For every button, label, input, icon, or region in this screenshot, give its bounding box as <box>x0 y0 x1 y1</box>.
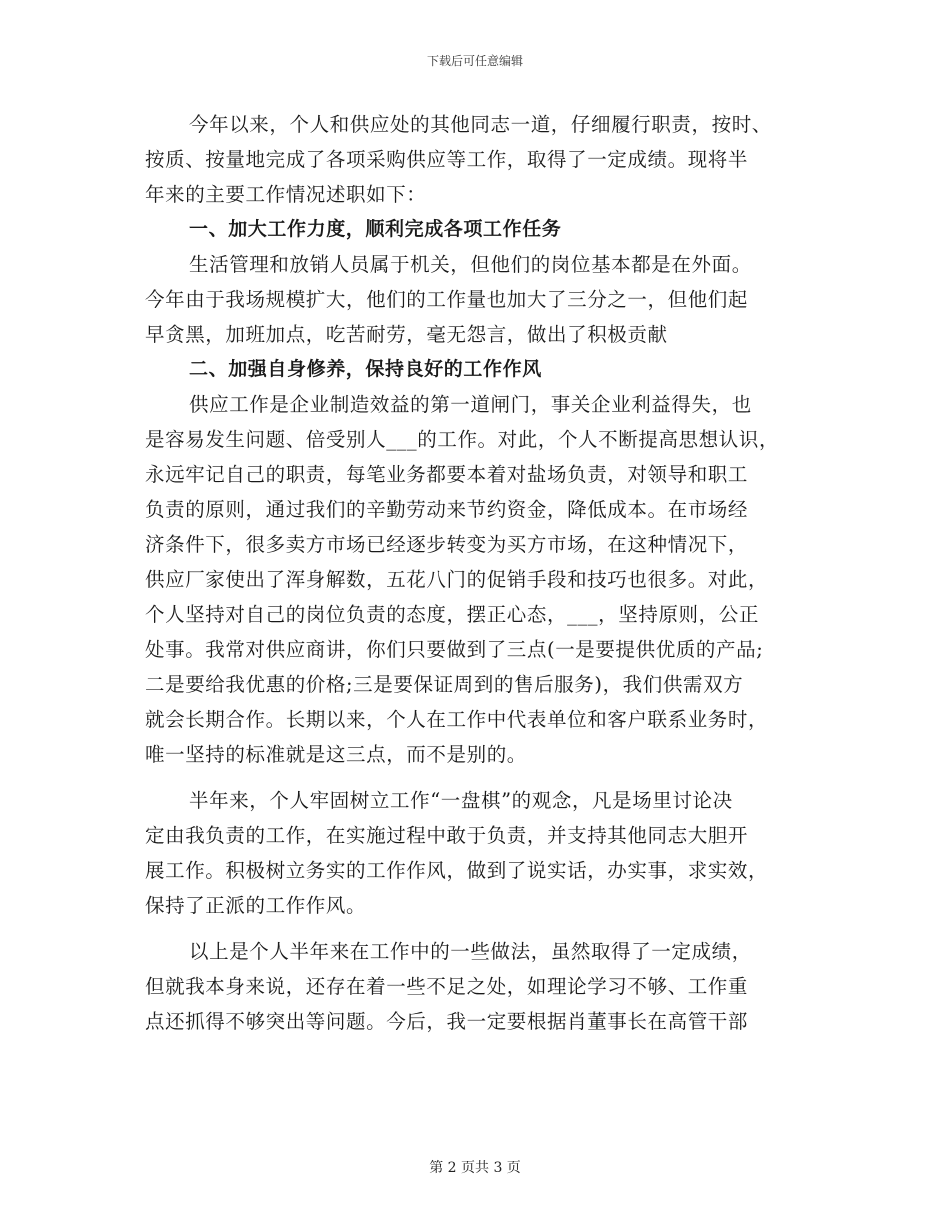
text-line: 年来的主要工作情况述职如下： <box>145 183 427 206</box>
text-line: 点还抓得不够突出等问题。今后，我一定要根据肖董事长在高管干部 <box>145 1010 749 1033</box>
page-header: 下载后可任意编辑 <box>426 54 523 68</box>
text-line: 展工作。积极树立务实的工作作风，做到了说实话，办实事，求实效， <box>145 859 769 882</box>
document-body <box>145 107 810 1039</box>
text-line: 今年以来，个人和供应处的其他同志一道，仔细履行职责，按时、 <box>189 113 772 136</box>
text-line: 供应工作是企业制造效益的第一道闸门，事关企业利益得失，也 <box>189 393 752 416</box>
text-line: 济条件下，很多卖方市场已经逐步转变为买方市场，在这种情况下， <box>145 533 749 556</box>
text-line: 唯一坚持的标准就是这三点，而不是别的。 <box>145 743 527 766</box>
text-line: 是容易发生问题、倍受别人___的工作。对此，个人不断提高思想认识， <box>145 428 780 451</box>
text-line: 以上是个人半年来在工作中的一些做法，虽然取得了一定成绩， <box>189 940 752 963</box>
text-line: 半年来，个人牢固树立工作“一盘棋”的观念，凡是场里讨论决 <box>189 789 733 812</box>
text-line: 个人坚持对自己的岗位负责的态度，摆正心态，___，坚持原则，公正 <box>145 603 759 626</box>
text-line: 今年由于我场规模扩大，他们的工作量也加大了三分之一，但他们起 <box>145 288 749 311</box>
section-heading: 一、加大工作力度，顺利完成各项工作任务 <box>189 218 562 240</box>
text-line: 早贪黑，加班加点，吃苦耐劳，毫无怨言，做出了积极贡献 <box>145 323 668 346</box>
text-line: 供应厂家使出了浑身解数，五花八门的促销手段和技巧也很多。对此， <box>145 568 769 591</box>
text-line: 生活管理和放销人员属于机关，但他们的岗位基本都是在外面。 <box>189 253 752 276</box>
text-line: 处事。我常对供应商讲，你们只要做到了三点(一是要提供优质的产品; <box>145 638 764 661</box>
text-line: 但就我本身来说，还存在着一些不足之处，如理论学习不够、工作重 <box>145 975 749 998</box>
text-line: 按质、按量地完成了各项采购供应等工作，取得了一定成绩。现将半 <box>145 148 749 171</box>
text-line: 二是要给我优惠的价格;三是要保证周到的售后服务)，我们供需双方 <box>145 673 744 696</box>
text-line: 永远牢记自己的职责，每笔业务都要本着对盐场负责，对领导和职工 <box>145 463 749 486</box>
section-heading: 二、加强自身修养，保持良好的工作作风 <box>189 358 542 380</box>
paragraph-gap <box>145 923 810 934</box>
text-line: 负责的原则，通过我们的辛勤劳动来节约资金，降低成本。在市场经 <box>145 498 749 521</box>
paragraph-gap <box>145 772 810 783</box>
text-line: 保持了正派的工作作风。 <box>145 894 367 917</box>
page-footer: 第 2 页共 3 页 <box>429 1160 521 1176</box>
text-line: 就会长期合作。长期以来，个人在工作中代表单位和客户联系业务时， <box>145 708 769 731</box>
text-line: 定由我负责的工作，在实施过程中敢于负责，并支持其他同志大胆开 <box>145 824 749 847</box>
